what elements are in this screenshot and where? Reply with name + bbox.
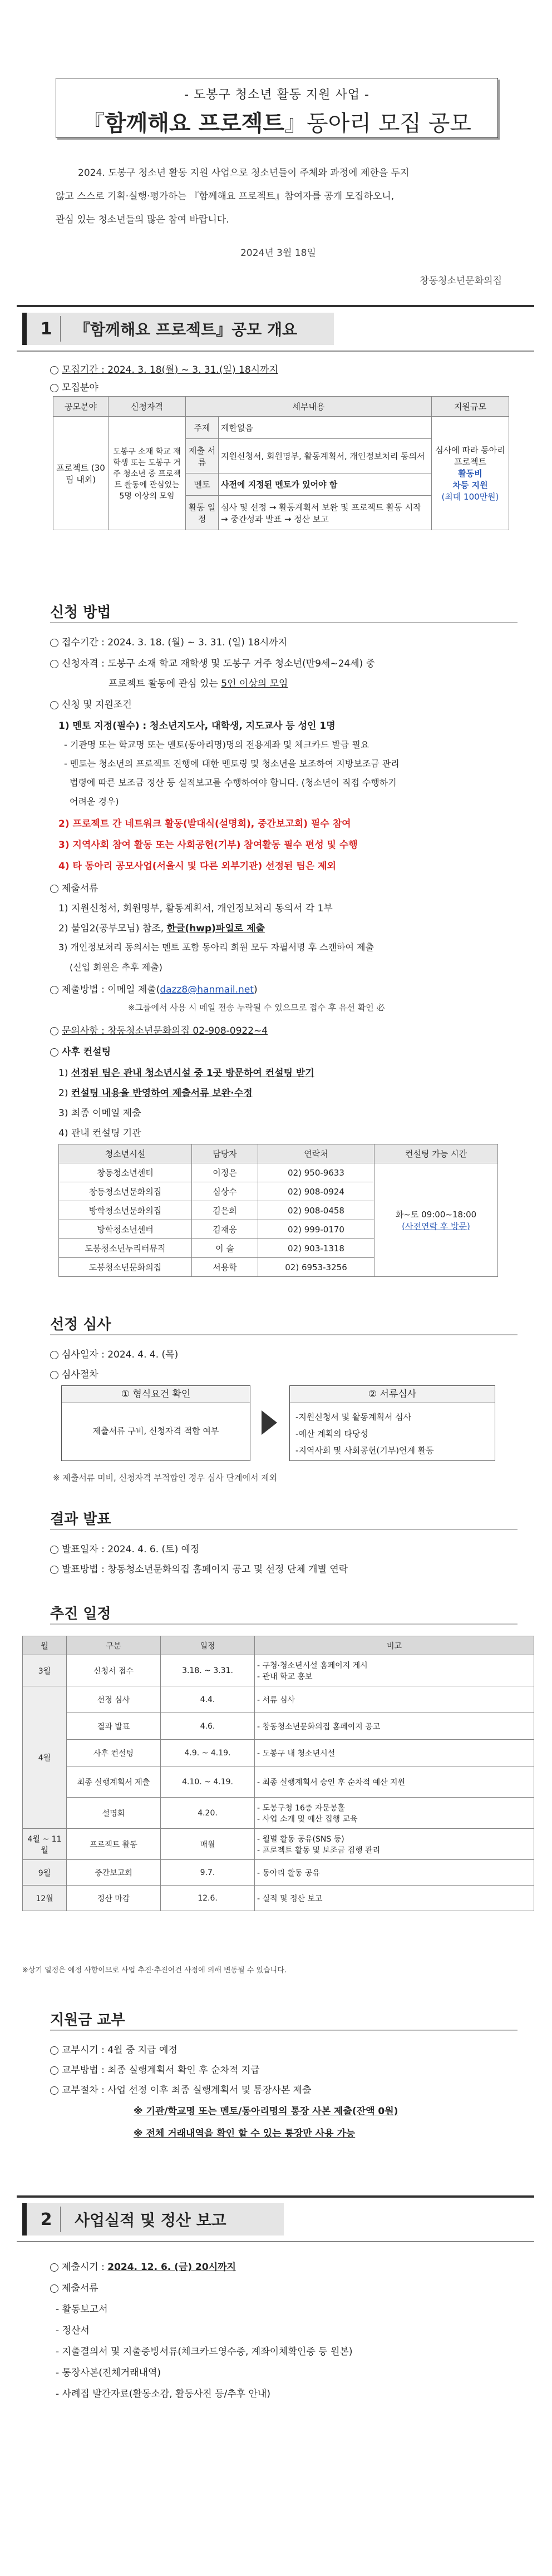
inquiry-text: 문의사항 : 창동청소년문화의집 02-908-0922~4	[62, 1025, 268, 1037]
cell-date: 4.4.	[161, 1686, 255, 1713]
cell-date: 4.20.	[161, 1798, 255, 1829]
recruit-period-text: 모집기간 : 2024. 3. 18(월) ~ 3. 31.(일) 18시까지	[62, 364, 278, 376]
cell-remark	[255, 1798, 534, 1829]
heading-line	[50, 1529, 518, 1530]
section-1-title: 『함께해요 프로젝트』공모 개요	[75, 320, 298, 339]
cond-community: 3) 지역사회 참여 활동 또는 사회공헌(기부) 참여활동 필수 편성 및 수행	[58, 840, 358, 851]
result-method	[50, 1561, 348, 1575]
cell-support	[432, 417, 509, 530]
title-subtitle: - 도봉구 청소년 활동 지원 사업 -	[184, 88, 369, 102]
cell-manager: 서용학	[192, 1258, 258, 1277]
cond-exclude: 4) 타 동아리 공모사업(서울시 및 다른 외부기관) 선정된 팀은 제외	[58, 861, 336, 872]
step-2-item: -예산 계획의 타당성	[295, 1429, 368, 1439]
cell-date: 4.6.	[161, 1713, 255, 1740]
consult-4: 4) 관내 컨설팅 기관	[58, 1128, 141, 1139]
cell-contact: 02) 950-9633	[258, 1163, 374, 1182]
circle-bullet-icon	[50, 1371, 58, 1379]
cond-mentor-note-4: 어려운 경우)	[70, 796, 119, 807]
review-date-text: 심사일자 : 2024. 4. 4. (목)	[62, 1349, 179, 1360]
report-doc-item: - 지출결의서 및 지출증빙서류(체크카드영수증, 계좌이체확인증 등 원본)	[56, 2346, 353, 2357]
grant-note-2: ※ 전체 거래내역을 확인 할 수 있는 통장만 사용 가능	[134, 2128, 356, 2139]
consult-heading	[50, 1044, 111, 1058]
consult-table	[58, 1144, 498, 1277]
report-docs	[50, 2280, 98, 2294]
grant-note-1: ※ 기관/학교명 또는 멘토/동아리명의 통장 사본 제출(잔액 0원)	[134, 2106, 398, 2117]
step-1-title: ① 형식요건 확인	[62, 1386, 250, 1403]
cell-type: 사후 컨설팅	[67, 1740, 161, 1766]
intro-line-2: 않고 스스로 기획·실행·평가하는 『함께해요 프로젝트』참여자를 공개 모집하오니,	[56, 191, 395, 202]
heading-line	[50, 1334, 518, 1335]
grant-heading: 지원금 교부	[50, 2012, 125, 2029]
apply-eligibility-text: 신청자격 : 도봉구 소재 학교 재학생 및 도봉구 거주 청소년(만9세~24세) 중	[62, 658, 376, 669]
cell-type: 프로젝트 활동	[67, 1829, 161, 1860]
th-facility: 청소년시설	[59, 1144, 192, 1163]
grant-procedure-text: 교부절차 : 사업 선정 이후 최종 실행계획서 및 통장사본 제출	[62, 2085, 312, 2096]
step-2-title: ② 서류심사	[290, 1386, 495, 1403]
cell-type: 설명회	[67, 1798, 161, 1829]
cell-date: 12.6.	[161, 1886, 255, 1911]
apply-period	[50, 634, 287, 648]
result-heading: 결과 발표	[50, 1511, 111, 1528]
cell-type: 중간보고회	[67, 1860, 161, 1886]
docs-3: 3) 개인정보처리 동의서는 멘토 포함 동아리 회원 모두 자필서명 후 스캔하여 제출	[58, 942, 374, 953]
cell-remark: - 도봉구 내 청소년시설	[255, 1740, 534, 1766]
remark-line: - 구청·청소년시설 홈페이지 게시	[257, 1661, 368, 1670]
cell-date: 9.7.	[161, 1860, 255, 1886]
report-doc-item: - 활동보고서	[56, 2304, 108, 2315]
cell-type: 선정 심사	[67, 1686, 161, 1713]
review-process-text: 심사절차	[62, 1369, 98, 1380]
th-contact: 연락처	[258, 1144, 374, 1163]
heading-line	[50, 622, 518, 623]
support-max: (최대 100만원)	[441, 492, 499, 502]
grant-method-text: 교부방법 : 최종 실행계획서 확인 후 순차적 지급	[62, 2065, 260, 2076]
cell-facility: 방학청소년센터	[59, 1220, 192, 1239]
circle-bullet-icon	[50, 1351, 58, 1359]
cond-mentor-note-1: - 기관명 또는 학교명 또는 멘토(동아리명)명의 전용계좌 및 체크카드 발급 필요	[64, 739, 369, 750]
remark-line: - 관내 학교 홍보	[257, 1672, 313, 1681]
circle-bullet-icon	[50, 2284, 58, 2293]
heading-line	[50, 1623, 518, 1625]
cell-manager: 이정은	[192, 1163, 258, 1182]
heading-line	[50, 2030, 518, 2031]
apply-eligibility	[50, 655, 375, 669]
report-timing-date: 2024. 12. 6. (금) 20시까지	[107, 2262, 236, 2273]
report-docs-text: 제출서류	[62, 2283, 98, 2294]
title-bracket: 『	[82, 111, 105, 136]
cell-month: 4월	[23, 1686, 67, 1829]
step-2-body	[290, 1403, 495, 1464]
th-details: 세부내용	[186, 397, 432, 417]
submit-method	[50, 981, 258, 995]
cond-network: 2) 프로젝트 간 네트워크 활동(발대식(설명회), 중간보고회) 필수 참여	[58, 818, 351, 830]
schedule-heading: 추진 일정	[50, 1606, 111, 1622]
cell-facility: 방학청소년문화의집	[59, 1201, 192, 1220]
docs-1: 1) 지원신청서, 회원명부, 활동계획서, 개인정보처리 동의서 각 1부	[58, 903, 333, 914]
apply-conditions-text: 신청 및 지원조건	[62, 699, 132, 710]
remark-line: - 도봉구청 16층 자문봉홀	[257, 1803, 345, 1813]
cell-facility: 도봉청소년문화의집	[59, 1258, 192, 1277]
cell-month: 12월	[23, 1886, 67, 1911]
circle-bullet-icon	[50, 660, 58, 668]
cell-date: 매월	[161, 1829, 255, 1860]
section-1-header	[22, 313, 334, 345]
circle-bullet-icon	[50, 2263, 58, 2272]
cell-remark: - 서류 심사	[255, 1686, 534, 1713]
circle-bullet-icon	[50, 639, 58, 647]
cell-type: 신청서 접수	[67, 1655, 161, 1686]
cell-hours	[374, 1163, 498, 1277]
remark-line: - 월별 활동 공유(SNS 등)	[257, 1834, 344, 1844]
report-doc-item: - 통장사본(전체거래내역)	[56, 2367, 161, 2378]
apply-eligibility-cont-text: 프로젝트 활동에 관심 있는	[109, 678, 221, 689]
cell-manager: 이 솔	[192, 1239, 258, 1258]
apply-eligibility-cont	[109, 675, 288, 689]
title-rest: 』동아리 모집 공모	[284, 111, 471, 136]
section-2-header	[22, 2203, 284, 2236]
cell-remark	[255, 1655, 534, 1686]
th-date: 일정	[161, 1636, 255, 1655]
th-type: 구분	[67, 1636, 161, 1655]
inquiry	[50, 1023, 268, 1037]
step-2-item: -지역사회 및 사회공헌(기부)연계 활동	[295, 1445, 434, 1455]
grant-method	[50, 2062, 260, 2076]
consult-heading-text: 사후 컨설팅	[62, 1047, 111, 1058]
consult-1	[58, 1065, 314, 1079]
cond-mentor: 1) 멘토 지정(필수) : 청소년지도사, 대학생, 지도교사 등 성인 1명	[58, 721, 336, 732]
section-rule	[17, 2195, 534, 2198]
cell-manager: 심상수	[192, 1182, 258, 1201]
support-diff: 차등 지원	[452, 480, 488, 490]
cell-remark	[255, 1829, 534, 1860]
circle-bullet-icon	[50, 1027, 58, 1035]
schedule-table	[22, 1636, 534, 1911]
grant-procedure	[50, 2082, 312, 2096]
cell-remark: - 동아리 활동 공유	[255, 1860, 534, 1886]
section-rule	[17, 305, 534, 307]
schedule-note: ※상기 일정은 예정 사항이므로 사업 추진·추진여건 사정에 의해 변동될 수 있습니다.	[22, 1966, 287, 1975]
circle-bullet-icon	[50, 2066, 58, 2075]
th-manager: 담당자	[192, 1144, 258, 1163]
cell-remark: - 창동청소년문화의집 홈페이지 공고	[255, 1713, 534, 1740]
circle-bullet-icon	[50, 2086, 58, 2095]
circle-bullet-icon	[50, 1048, 58, 1057]
cell-key: 주제	[186, 417, 219, 439]
cell-contact: 02) 908-0924	[258, 1182, 374, 1201]
docs-2-hwp: 한글(hwp)파일로 제출	[166, 923, 265, 934]
recruit-field	[50, 379, 98, 393]
cell-key: 제출 서류	[186, 439, 219, 473]
consult-3: 3) 최종 이메일 제출	[58, 1108, 141, 1119]
page-title	[56, 106, 497, 137]
circle-bullet-icon	[50, 366, 58, 374]
remark-line: - 프로젝트 활동 및 보조금 집행 관리	[257, 1845, 381, 1855]
th-hours: 컨설팅 가능 시간	[374, 1144, 498, 1163]
th-category: 공모분야	[53, 397, 109, 417]
report-doc-item: - 사례집 발간자료(활동소감, 활동사진 등/추후 안내)	[56, 2389, 270, 2400]
submit-email-link[interactable]: dazz8@hanmail.net	[160, 984, 254, 995]
section-1-number: 1	[40, 319, 52, 339]
cell-manager: 김재웅	[192, 1220, 258, 1239]
cell-month: 3월	[23, 1655, 67, 1686]
circle-bullet-icon	[50, 986, 58, 994]
th-eligibility: 신청자격	[109, 397, 186, 417]
review-step-1	[61, 1385, 250, 1461]
cell-contact: 02) 999-0170	[258, 1220, 374, 1239]
intro-text	[56, 161, 501, 231]
apply-conditions	[50, 697, 132, 710]
cell-key: 활동 일정	[186, 496, 219, 530]
cell-month: 9월	[23, 1860, 67, 1886]
cell-facility: 창동청소년센터	[59, 1163, 192, 1182]
cell-key: 멘토	[186, 473, 219, 496]
cell-contact: 02) 6953-3256	[258, 1258, 374, 1277]
intro-line-3: 관심 있는 청소년들의 많은 참여 바랍니다.	[56, 214, 229, 225]
section-divider	[60, 316, 61, 342]
review-date	[50, 1346, 178, 1360]
apply-min-members: 5인 이상의 모임	[221, 678, 288, 689]
overview-table	[53, 396, 509, 530]
step-1-body: 제출서류 구비, 신청자격 적합 여부	[92, 1426, 219, 1436]
cell-type: 최종 실행계획서 제출	[67, 1766, 161, 1798]
review-note: ※ 제출서류 미비, 신청자격 부적합인 경우 심사 단계에서 제외	[53, 1473, 278, 1483]
th-month: 월	[23, 1636, 67, 1655]
title-box	[56, 78, 498, 138]
consult-1-num: 1)	[58, 1068, 71, 1079]
cell-remark: - 최종 실행계획서 승인 후 순차적 예산 지원	[255, 1766, 534, 1798]
circle-bullet-icon	[50, 384, 58, 392]
cell-value: 지원신청서, 회원명부, 활동계획서, 개인정보처리 동의서	[219, 439, 432, 473]
submit-method-text: 제출방법 : 이메일 제출(	[62, 984, 160, 995]
grant-timing-text: 교부시기 : 4월 중 지급 예정	[62, 2045, 178, 2056]
cell-value: 제한없음	[219, 417, 432, 439]
docs-2	[58, 920, 265, 934]
report-doc-item: - 정산서	[56, 2325, 90, 2336]
docs-heading	[50, 880, 98, 894]
hours-note: (사전연락 후 방문)	[402, 1221, 470, 1231]
result-date-text: 발표일자 : 2024. 4. 6. (토) 예정	[62, 1544, 200, 1555]
cell-value: 사전에 지정된 멘토가 있어야 함	[219, 473, 432, 496]
cell-category: 프로젝트 (30팀 내외)	[53, 417, 109, 530]
circle-bullet-icon	[50, 1566, 58, 1574]
grant-timing	[50, 2042, 178, 2056]
cell-contact: 02) 903-1318	[258, 1239, 374, 1258]
arrow-right-icon	[262, 1410, 277, 1435]
cell-eligibility: 도봉구 소재 학교 재학생 또는 도봉구 거주 청소년 중 프로젝트 활동에 관심있는 5명 이상의 모임	[109, 417, 186, 530]
consult-1-text: 선정된 팀은 관내 청소년시설 중 1곳 방문하여 컨설팅 받기	[71, 1068, 314, 1079]
section-rule-thin	[17, 351, 534, 352]
title-project-name: 함께해요 프로젝트	[105, 110, 285, 136]
cell-date: 4.10. ~ 4.19.	[161, 1766, 255, 1798]
circle-bullet-icon	[50, 885, 58, 893]
notice-date: 2024년 3월 18일	[240, 248, 316, 259]
cell-facility: 도봉청소년누리터뮤직	[59, 1239, 192, 1258]
step-2-item: -지원신청서 및 활동계획서 심사	[295, 1412, 412, 1422]
cell-type: 정산 마감	[67, 1886, 161, 1911]
remark-line: - 사업 소개 및 예산 집행 교육	[257, 1814, 358, 1824]
cell-facility: 창동청소년문화의집	[59, 1182, 192, 1201]
cell-value: 심사 및 선정 → 활동계획서 보완 및 프로젝트 활동 시작 → 중간성과 발표 → 정산 보고	[219, 496, 432, 530]
section-divider	[60, 2207, 61, 2232]
submit-note: ※그룹에서 사용 시 메일 전송 누락될 수 있으므로 접수 후 유선 확인 必	[128, 1003, 385, 1013]
report-timing	[50, 2259, 236, 2273]
cell-month: 4월 ~ 11월	[23, 1829, 67, 1860]
review-step-2	[289, 1385, 495, 1461]
review-heading: 선정 심사	[50, 1316, 111, 1333]
cond-mentor-note-2: - 멘토는 청소년의 프로젝트 진행에 대한 멘토링 및 청소년을 보조하여 지방보조금 관리	[64, 758, 400, 769]
report-timing-label: 제출시기 :	[62, 2262, 108, 2273]
support-text: 심사에 따라 동아리 프로젝트	[435, 445, 505, 467]
cell-remark: - 실적 및 정산 보고	[255, 1886, 534, 1911]
recruit-field-text: 모집분야	[62, 382, 98, 393]
consult-2-num: 2)	[58, 1088, 71, 1099]
cell-date: 3.18. ~ 3.31.	[161, 1655, 255, 1686]
section-rule-thin	[17, 2241, 534, 2242]
consult-2	[58, 1085, 253, 1099]
section-2-title: 사업실적 및 정산 보고	[75, 2211, 226, 2229]
cell-type: 결과 발표	[67, 1713, 161, 1740]
circle-bullet-icon	[50, 1546, 58, 1554]
docs-2-text: 2) 붙임2(공부모님) 참조,	[58, 923, 167, 934]
recruit-period	[50, 362, 278, 376]
apply-heading: 신청 방법	[50, 604, 111, 621]
th-support: 지원규모	[432, 397, 509, 417]
result-date	[50, 1541, 199, 1555]
cell-date: 4.9. ~ 4.19.	[161, 1740, 255, 1766]
section-2-number: 2	[40, 2209, 52, 2229]
submit-method-close: )	[253, 984, 258, 995]
support-amount: 활동비	[458, 468, 482, 478]
th-remark: 비고	[255, 1636, 534, 1655]
circle-bullet-icon	[50, 701, 58, 709]
cell-contact: 02) 908-0458	[258, 1201, 374, 1220]
docs-heading-text: 제출서류	[62, 883, 98, 894]
intro-line-1: 2024. 도봉구 청소년 활동 지원 사업으로 청소년들이 주체와 과정에 제한을 두지	[78, 167, 410, 179]
organization: 창동청소년문화의집	[420, 275, 502, 287]
review-process	[50, 1366, 98, 1380]
cell-manager: 김은희	[192, 1201, 258, 1220]
cond-mentor-note-3: 법령에 따른 보조금 정산 등 실적보고를 수행하여야 합니다. (청소년이 직접 수행하기	[70, 777, 397, 788]
result-method-text: 발표방법 : 창동청소년문화의집 홈페이지 공고 및 선정 단체 개별 연락	[62, 1564, 348, 1575]
circle-bullet-icon	[50, 2046, 58, 2055]
apply-period-text: 접수기간 : 2024. 3. 18. (월) ~ 3. 31. (일) 18시까지	[62, 637, 288, 648]
docs-3-note: (신입 회원은 추후 제출)	[70, 962, 162, 973]
consult-2-text: 컨설팅 내용을 반영하여 제출서류 보완·수정	[71, 1088, 253, 1099]
hours-text: 화~토 09:00~18:00	[395, 1209, 477, 1220]
